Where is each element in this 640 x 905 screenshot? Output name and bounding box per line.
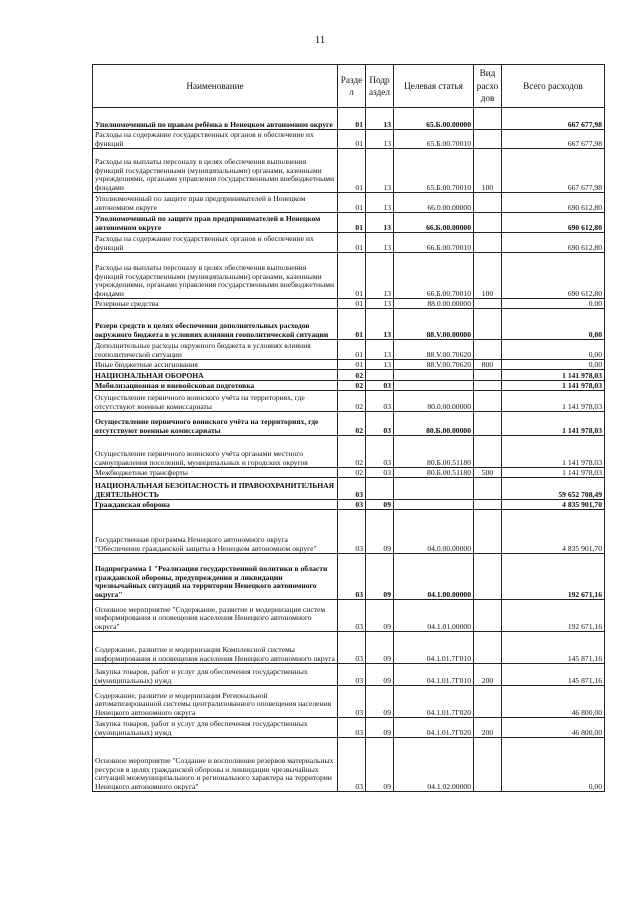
- cell-name: НАЦИОНАЛЬНАЯ БЕЗОПАСНОСТЬ И ПРАВООХРАНИТЕЛЬНАЯ ДЕЯТЕЛЬНОСТЬ: [93, 478, 338, 500]
- table-row: [93, 510, 605, 554]
- cell-total: 192 671,16: [502, 554, 605, 600]
- table-row: [93, 108, 605, 130]
- cell-target: [394, 478, 474, 500]
- cell-subsection: 13: [366, 149, 394, 193]
- cell-total: 690 612,80: [502, 233, 605, 253]
- cell-subsection: 09: [366, 600, 394, 632]
- header-total: Всего расходов: [502, 65, 605, 108]
- cell-section: 02: [338, 412, 366, 436]
- cell-target: [394, 381, 474, 391]
- cell-section: 01: [338, 253, 366, 299]
- cell-total: 46 800,00: [502, 718, 605, 738]
- cell-section: 03: [338, 554, 366, 600]
- cell-expense-type: [474, 340, 502, 360]
- cell-section: 01: [338, 309, 366, 340]
- cell-expense-type: [474, 686, 502, 718]
- cell-expense-type: 100: [474, 149, 502, 193]
- cell-section: 03: [338, 664, 366, 686]
- cell-target: 88.V.00.70620: [394, 360, 474, 370]
- table-row: [93, 340, 605, 360]
- cell-name: Основное мероприятие "Создание и восполнение резервов материальных ресурсов в целях гражданской обороны и ликвидации чрезвычайных ситуаций межмуниципального и регионального характера на территории Ненецкого автономного округа": [93, 738, 338, 792]
- cell-name: Иные бюджетные ассигнования: [93, 360, 338, 370]
- cell-total: 46 800,00: [502, 686, 605, 718]
- cell-target: 88.V.00.00000: [394, 309, 474, 340]
- cell-subsection: 13: [366, 233, 394, 253]
- cell-section: 01: [338, 360, 366, 370]
- cell-name: Закупка товаров, работ и услуг для обеспечения государственных (муниципальных) нужд: [93, 718, 338, 738]
- cell-expense-type: [474, 233, 502, 253]
- cell-subsection: [366, 370, 394, 381]
- cell-expense-type: 100: [474, 253, 502, 299]
- cell-name: Осуществление первичного воинского учёта на территориях, где отсутствуют военные комиссариаты: [93, 412, 338, 436]
- cell-target: 80.0.00.00000: [394, 391, 474, 412]
- table-row: [93, 130, 605, 149]
- cell-total: 667 677,98: [502, 108, 605, 130]
- cell-name: Основное мероприятие "Содержание, развитие и модернизация систем информирования и оповещения населения Ненецкого автономного округа": [93, 600, 338, 632]
- cell-section: 02: [338, 436, 366, 468]
- cell-expense-type: 500: [474, 468, 502, 478]
- cell-section: 03: [338, 478, 366, 500]
- cell-section: 01: [338, 233, 366, 253]
- cell-section: 01: [338, 340, 366, 360]
- cell-name: Содержание, развитие и модернизация Комплексной системы информирования и оповещения населения Ненецкого автономного округа: [93, 632, 338, 664]
- cell-subsection: 09: [366, 738, 394, 792]
- cell-name: НАЦИОНАЛЬНАЯ ОБОРОНА: [93, 370, 338, 381]
- cell-expense-type: [474, 600, 502, 632]
- cell-total: 1 141 978,03: [502, 391, 605, 412]
- header-name: Наименование: [93, 65, 338, 108]
- cell-target: 88.0.00.00000: [394, 299, 474, 309]
- cell-name: Резерв средств в целях обеспечения дополнительных расходов окружного бюджета в условиях влияния геополитической ситуации: [93, 309, 338, 340]
- cell-subsection: 03: [366, 436, 394, 468]
- cell-subsection: 09: [366, 664, 394, 686]
- table-row: [93, 213, 605, 233]
- cell-subsection: 13: [366, 213, 394, 233]
- cell-total: 667 677,98: [502, 149, 605, 193]
- cell-total: 192 671,16: [502, 600, 605, 632]
- cell-name: Осуществление первичного воинского учёта органами местного самоуправления поселений, муниципальных и городских округов: [93, 436, 338, 468]
- cell-section: 01: [338, 299, 366, 309]
- cell-total: 1 141 978,03: [502, 370, 605, 381]
- cell-target: 80.Б.00.51180: [394, 468, 474, 478]
- budget-table: [92, 64, 605, 792]
- cell-subsection: 09: [366, 510, 394, 554]
- table-row: [93, 381, 605, 391]
- cell-total: 690 612,80: [502, 253, 605, 299]
- cell-expense-type: [474, 381, 502, 391]
- cell-subsection: 13: [366, 130, 394, 149]
- cell-total: 59 652 708,49: [502, 478, 605, 500]
- cell-expense-type: [474, 510, 502, 554]
- cell-expense-type: [474, 500, 502, 510]
- cell-subsection: 03: [366, 381, 394, 391]
- cell-name: Государственная программа Ненецкого автономного округа "Обеспечение гражданской защиты в Ненецком автономном округе": [93, 510, 338, 554]
- cell-total: 1 141 978,03: [502, 381, 605, 391]
- cell-total: 667 677,98: [502, 130, 605, 149]
- cell-subsection: 13: [366, 193, 394, 213]
- cell-target: 80.Б.00.00000: [394, 412, 474, 436]
- cell-section: 02: [338, 381, 366, 391]
- table-row: [93, 468, 605, 478]
- cell-target: 65.Б.00.70010: [394, 130, 474, 149]
- cell-target: [394, 500, 474, 510]
- table-header-row: [93, 65, 605, 108]
- header-expense-type: Вид расхо дов: [474, 65, 502, 108]
- cell-name: Уполномоченный по правам ребёнка в Ненецком автономном округе: [93, 108, 338, 130]
- table-row: [93, 233, 605, 253]
- cell-target: 04.0.00.00000: [394, 510, 474, 554]
- cell-expense-type: [474, 299, 502, 309]
- cell-total: 145 871,16: [502, 632, 605, 664]
- cell-target: 04.1.01.00000: [394, 600, 474, 632]
- cell-target: 88.V.00.70620: [394, 340, 474, 360]
- header-target: Целевая статья: [394, 65, 474, 108]
- cell-target: 04.1.01.7Г010: [394, 664, 474, 686]
- cell-name: Расходы на выплаты персоналу в целях обеспечения выполнения функций государственными (муниципальными) органами, казенными учреждениями, органами управления государственными внебюджетными фондами: [93, 149, 338, 193]
- table-row: [93, 500, 605, 510]
- cell-section: 03: [338, 600, 366, 632]
- cell-section: 02: [338, 391, 366, 412]
- header-section: Разде л: [338, 65, 366, 108]
- table-row: [93, 478, 605, 500]
- table-row: [93, 738, 605, 792]
- table-row: [93, 309, 605, 340]
- cell-section: 03: [338, 510, 366, 554]
- table-row: [93, 370, 605, 381]
- cell-section: 01: [338, 149, 366, 193]
- cell-subsection: 09: [366, 686, 394, 718]
- cell-target: 66.0.00.00000: [394, 193, 474, 213]
- cell-name: Уполномоченный по защите прав предпринимателей в Ненецком автономном округе: [93, 213, 338, 233]
- cell-section: 03: [338, 718, 366, 738]
- table-row: [93, 412, 605, 436]
- cell-target: [394, 370, 474, 381]
- cell-expense-type: [474, 436, 502, 468]
- cell-total: 690 612,80: [502, 213, 605, 233]
- cell-expense-type: [474, 370, 502, 381]
- cell-expense-type: [474, 412, 502, 436]
- cell-total: 0,00: [502, 309, 605, 340]
- cell-name: Содержание, развитие и модернизация Региональной автоматизированной системы централизованного оповещения населения Ненецкого автономного округа: [93, 686, 338, 718]
- cell-total: 0,00: [502, 299, 605, 309]
- table-row: [93, 632, 605, 664]
- cell-section: 01: [338, 213, 366, 233]
- table-row: [93, 600, 605, 632]
- cell-expense-type: [474, 478, 502, 500]
- cell-section: 03: [338, 686, 366, 718]
- cell-subsection: 09: [366, 718, 394, 738]
- cell-expense-type: 800: [474, 360, 502, 370]
- cell-name: Подпрограмма 1 "Реализация государственной политики в области гражданской обороны, предупреждения и ликвидации чрезвычайных ситуаций на территории Ненецкого автономного округа": [93, 554, 338, 600]
- table-row: [93, 299, 605, 309]
- cell-subsection: 03: [366, 412, 394, 436]
- cell-target: 66.Б.00.00000: [394, 213, 474, 233]
- cell-target: 65.Б.00.70010: [394, 149, 474, 193]
- cell-section: 01: [338, 130, 366, 149]
- table-row: [93, 360, 605, 370]
- cell-target: 04.1.00.00000: [394, 554, 474, 600]
- cell-subsection: 13: [366, 309, 394, 340]
- cell-total: 0,00: [502, 360, 605, 370]
- cell-subsection: 13: [366, 299, 394, 309]
- cell-expense-type: 200: [474, 718, 502, 738]
- cell-section: 03: [338, 738, 366, 792]
- cell-total: 0,00: [502, 340, 605, 360]
- cell-total: 1 141 978,03: [502, 436, 605, 468]
- cell-subsection: 13: [366, 108, 394, 130]
- cell-subsection: 13: [366, 340, 394, 360]
- cell-name: Межбюджетные трансферты: [93, 468, 338, 478]
- cell-target: 66.Б.00.70010: [394, 233, 474, 253]
- table-row: [93, 253, 605, 299]
- cell-section: 02: [338, 370, 366, 381]
- cell-total: 145 871,16: [502, 664, 605, 686]
- cell-name: Расходы на содержание государственных органов и обеспечение их функций: [93, 130, 338, 149]
- table-row: [93, 436, 605, 468]
- cell-target: 04.1.01.7Г020: [394, 686, 474, 718]
- cell-target: 04.1.01.7Г010: [394, 632, 474, 664]
- cell-name: Дополнительные расходы окружного бюджета в условиях влияния геополитической ситуации: [93, 340, 338, 360]
- cell-section: 03: [338, 500, 366, 510]
- cell-expense-type: [474, 213, 502, 233]
- cell-section: 01: [338, 193, 366, 213]
- table-row: [93, 686, 605, 718]
- cell-total: 690 612,80: [502, 193, 605, 213]
- cell-expense-type: 200: [474, 664, 502, 686]
- cell-target: 66.Б.00.70010: [394, 253, 474, 299]
- cell-section: 01: [338, 108, 366, 130]
- cell-total: 0,00: [502, 738, 605, 792]
- table-row: [93, 391, 605, 412]
- table-row: [93, 193, 605, 213]
- cell-expense-type: [474, 309, 502, 340]
- cell-name: Расходы на выплаты персоналу в целях обеспечения выполнения функций государственными (муниципальными) органами, казенными учреждениями, органами управления государственными внебюджетными фондами: [93, 253, 338, 299]
- cell-name: Гражданская оборона: [93, 500, 338, 510]
- cell-name: Резервные средства: [93, 299, 338, 309]
- cell-name: Мобилизационная и вневойсковая подготовка: [93, 381, 338, 391]
- cell-subsection: 03: [366, 391, 394, 412]
- table-row: [93, 554, 605, 600]
- cell-subsection: 13: [366, 360, 394, 370]
- cell-section: 03: [338, 632, 366, 664]
- cell-expense-type: [474, 130, 502, 149]
- cell-total: 1 141 978,03: [502, 468, 605, 478]
- table-row: [93, 149, 605, 193]
- cell-subsection: 03: [366, 468, 394, 478]
- cell-name: Расходы на содержание государственных органов и обеспечение их функций: [93, 233, 338, 253]
- cell-name: Осуществление первичного воинского учёта на территориях, где отсутствуют военные комиссариаты: [93, 391, 338, 412]
- cell-subsection: 13: [366, 253, 394, 299]
- cell-section: 02: [338, 468, 366, 478]
- cell-target: 80.Б.00.51180: [394, 436, 474, 468]
- cell-expense-type: [474, 738, 502, 792]
- cell-subsection: 09: [366, 554, 394, 600]
- table-row: [93, 664, 605, 686]
- cell-total: 1 141 978,03: [502, 412, 605, 436]
- cell-target: 65.Б.00.00000: [394, 108, 474, 130]
- cell-total: 4 835 901,70: [502, 510, 605, 554]
- cell-subsection: [366, 478, 394, 500]
- cell-target: 04.1.02.00000: [394, 738, 474, 792]
- cell-target: 04.1.01.7Г020: [394, 718, 474, 738]
- page-number: 11: [314, 34, 326, 46]
- header-subsection: Подр аздел: [366, 65, 394, 108]
- cell-subsection: 09: [366, 632, 394, 664]
- cell-expense-type: [474, 108, 502, 130]
- cell-expense-type: [474, 193, 502, 213]
- cell-name: Закупка товаров, работ и услуг для обеспечения государственных (муниципальных) нужд: [93, 664, 338, 686]
- table-body: [93, 108, 605, 792]
- cell-expense-type: [474, 632, 502, 664]
- cell-expense-type: [474, 391, 502, 412]
- table-row: [93, 718, 605, 738]
- cell-name: Уполномоченный по защите прав предпринимателей в Ненецком автономном округе: [93, 193, 338, 213]
- cell-subsection: 09: [366, 500, 394, 510]
- cell-total: 4 835 901,70: [502, 500, 605, 510]
- cell-expense-type: [474, 554, 502, 600]
